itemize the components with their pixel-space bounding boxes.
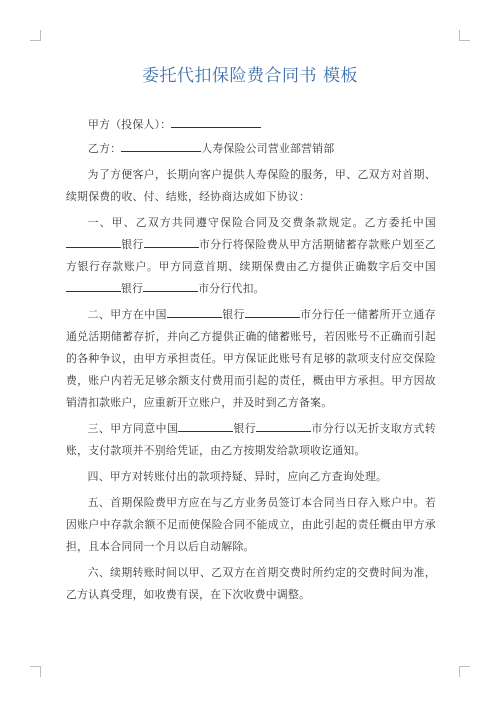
bank-blank[interactable] xyxy=(178,419,233,432)
party-b-line xyxy=(88,138,436,160)
clause-1-text-c: 市分行将保险费从甲方活期储蓄存款账户划至乙方银行存款账户。甲方同意首期、续期保费由乙方提供正确数字后交中国 xyxy=(66,238,436,273)
city-blank[interactable] xyxy=(143,279,198,292)
clause-5: 五、首期保险费甲方应在与乙方业务员签订本合同当日存入账户中。若因账户中存款余额不足而使保险合同不能成立，由此引起的责任概由甲方承担，且本合同同一个月以后自动解除。 xyxy=(66,496,436,553)
intro-paragraph: 为了方便客户，长期向客户提供人寿保险的服务，甲、乙双方对首期、续期保费的收、付、结账，经协商达成如下协议： xyxy=(66,168,436,203)
clause-1-text-e: 市分行代扣。 xyxy=(198,282,265,295)
clause-2-text-a: 二、甲方在中国 xyxy=(87,308,167,321)
crop-mark-bottom-left xyxy=(30,666,41,677)
clause-2-text-c: 市分行任一储蓄所开立通存通兑活期储蓄存折，并向乙方提供正确的储蓄账号，若因账号不正确而引起的各种争议，由甲方承担责任。甲方保证此账号有足够的款项支付应交保险费，账户内若无足够余额支付费用而引起的责任，概由甲方承担。甲方因故销清扣款账户，应重新开立账户，并及时到乙方备案。 xyxy=(66,308,436,409)
clause-3-text-a: 三、甲方同意中国 xyxy=(87,422,179,435)
party-a-blank[interactable] xyxy=(171,115,261,128)
bank-blank[interactable] xyxy=(66,279,121,292)
party-b-blank[interactable] xyxy=(121,139,201,152)
clause-3-text-c: 市分行以无折支取方式转账，支付款项并不别给凭证，由乙方按期发给款项收讫通知。 xyxy=(66,422,436,457)
bank-blank[interactable] xyxy=(66,235,121,248)
party-b-value: 人寿保险公司营业部营销部 xyxy=(201,142,335,155)
clause-1 xyxy=(66,212,436,300)
party-a-label: 甲方（投保人）： xyxy=(88,118,172,131)
city-blank[interactable] xyxy=(245,305,300,318)
clause-2 xyxy=(66,304,436,414)
clause-1-text-a: 一、甲、乙双方共同遵守保险合同及交费条款规定。乙方委托中国 xyxy=(87,216,436,229)
crop-mark-bottom-right xyxy=(459,666,470,677)
clause-3-text-b: 银行 xyxy=(233,422,257,435)
party-b-label: 乙方： xyxy=(88,142,122,155)
clause-4: 四、甲方对转账付出的款项持疑、异时，应向乙方查询处理。 xyxy=(87,470,388,483)
clause-3 xyxy=(66,418,436,462)
crop-mark-top-left xyxy=(30,30,41,41)
crop-mark-top-right xyxy=(459,30,470,41)
bank-blank[interactable] xyxy=(167,305,222,318)
document-body xyxy=(66,114,436,610)
clause-2-text-b: 银行 xyxy=(221,308,245,321)
city-blank[interactable] xyxy=(256,419,311,432)
party-a-line xyxy=(88,114,436,136)
city-blank[interactable] xyxy=(144,235,199,248)
clause-1-text-b: 银行 xyxy=(121,238,144,251)
document-title: 委托代扣保险费合同书 模板 xyxy=(142,66,358,86)
clause-6: 六、续期转账时间以甲、乙双方在首期交费时所约定的交费时间为准，乙方认真受理，如收费有误，在下次收费中调整。 xyxy=(66,566,436,601)
clause-1-text-d: 银行 xyxy=(121,282,144,295)
